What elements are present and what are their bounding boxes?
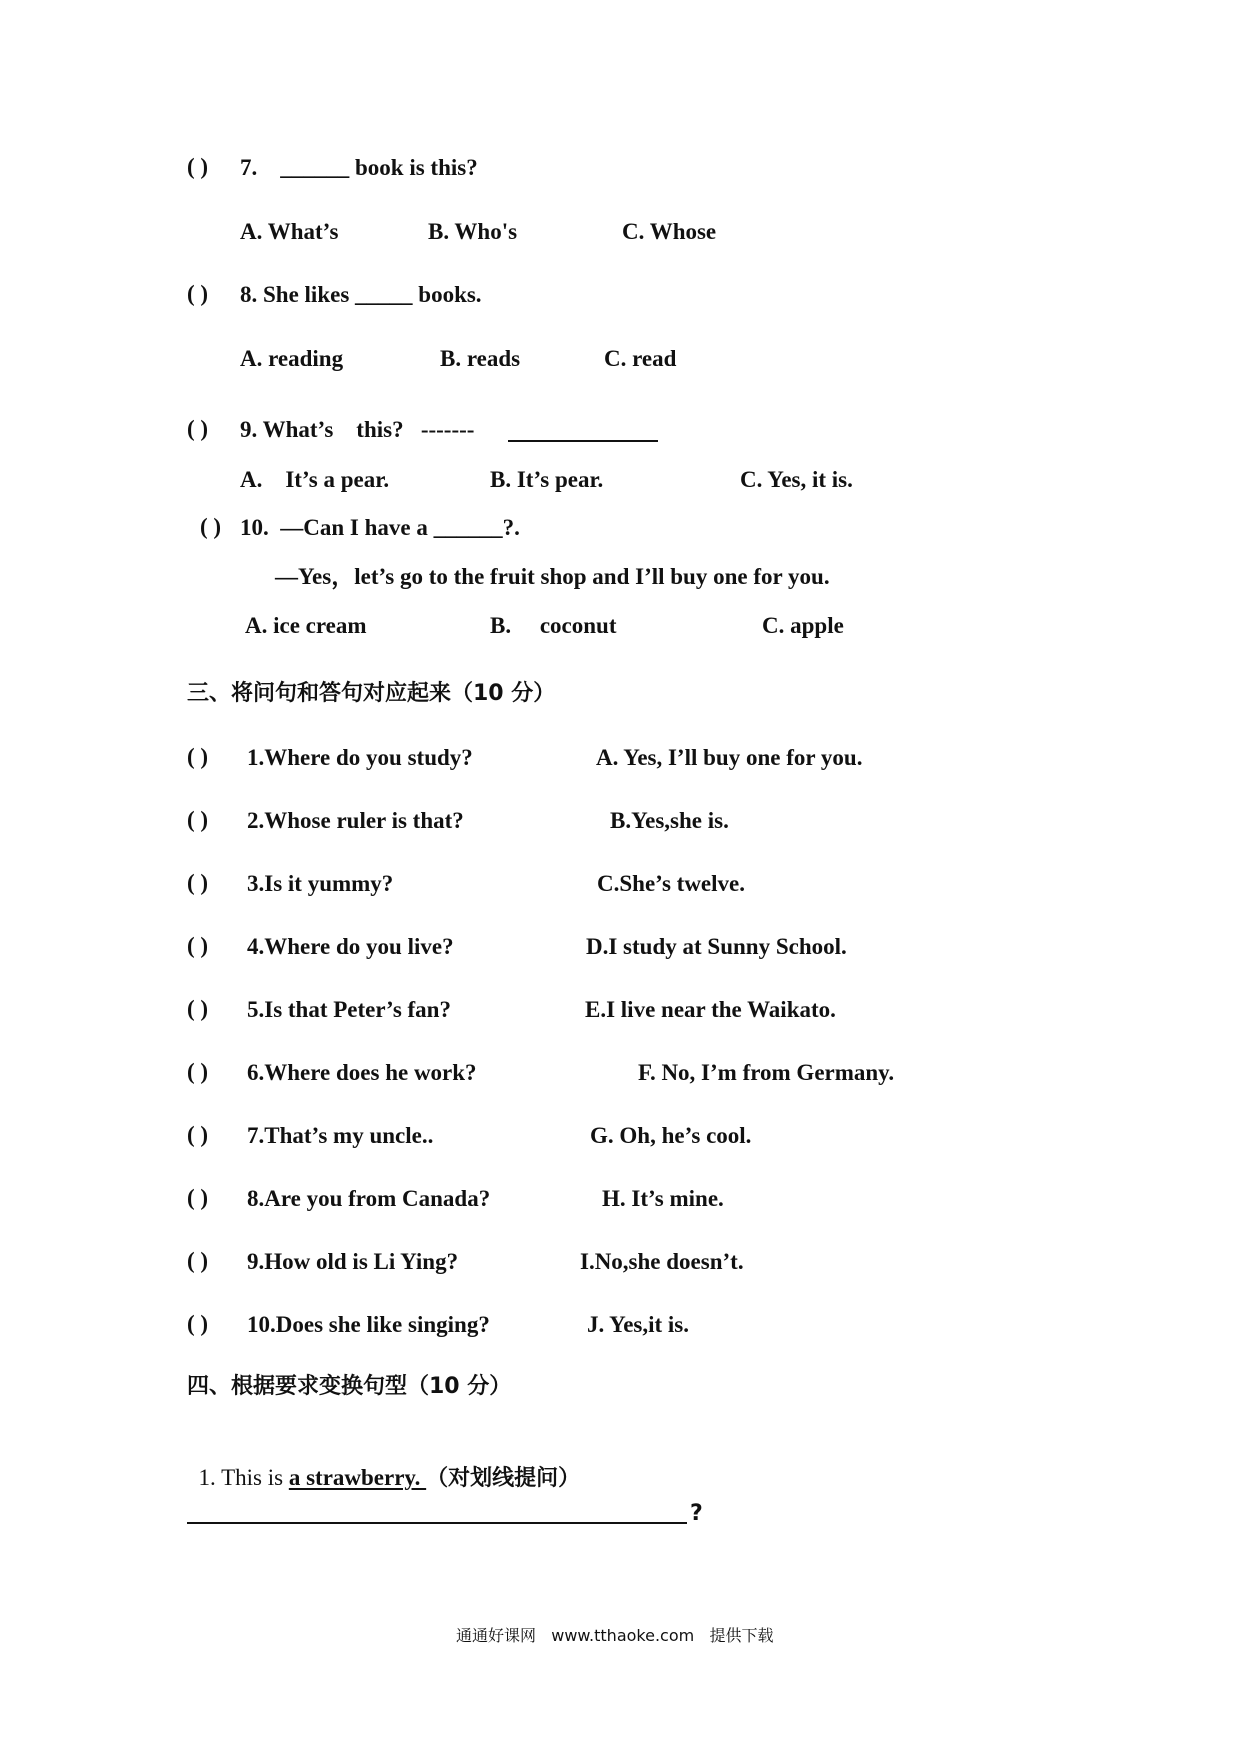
q10-text: 10. —Can I have a ______?. xyxy=(240,515,520,540)
match-row-6-question: 6.Where does he work? xyxy=(247,1060,477,1085)
q8-text: 8. She likes _____ books. xyxy=(240,282,482,307)
q10-option-c: C. apple xyxy=(762,613,844,638)
match-row-10-answer: J. Yes,it is. xyxy=(587,1312,690,1337)
q9-paren: ( ) xyxy=(187,416,209,441)
match-row-3-answer: C.She’s twelve. xyxy=(597,871,745,896)
match-row-3-question: 3.Is it yummy? xyxy=(247,871,394,896)
q10-reply: —Yes，let’s go to the fruit shop and I’ll buy one for you. xyxy=(275,564,830,589)
q9-option-b: B. It’s pear. xyxy=(490,467,604,492)
transform-q1 xyxy=(187,1436,580,1493)
match-row-2-question: 2.Whose ruler is that? xyxy=(247,808,464,833)
match-row-10-question: 10.Does she like singing? xyxy=(247,1312,490,1337)
section3-heading: 三、将问句和答句对应起来（10 分） xyxy=(187,681,556,706)
transform-q1-question-mark: ? xyxy=(690,1501,703,1526)
match-row-3-paren: ( ) xyxy=(187,870,209,895)
match-row-4-question: 4.Where do you live? xyxy=(247,934,454,959)
q10-option-b: B. coconut xyxy=(490,613,617,638)
q9-option-c: C. Yes, it is. xyxy=(740,467,853,492)
q10-option-a: A. ice cream xyxy=(245,613,367,638)
match-row-5-question: 5.Is that Peter’s fan? xyxy=(247,997,451,1022)
match-row-7-answer: G. Oh, he’s cool. xyxy=(590,1123,752,1148)
q8-option-a: A. reading xyxy=(240,346,344,371)
q9-text: 9. What’s this? ------- xyxy=(240,417,475,442)
match-row-7-question: 7.That’s my uncle.. xyxy=(247,1123,434,1148)
match-row-8-paren: ( ) xyxy=(187,1185,209,1210)
match-row-5-paren: ( ) xyxy=(187,996,209,1021)
match-row-1-question: 1.Where do you study? xyxy=(247,745,473,770)
match-row-2-answer: B.Yes,she is. xyxy=(610,808,729,833)
section4-heading: 四、根据要求变换句型（10 分） xyxy=(187,1374,512,1399)
page-footer: 通通好课网 www.tthaoke.com 提供下载 xyxy=(456,1626,774,1645)
match-row-9-paren: ( ) xyxy=(187,1248,209,1273)
match-row-8-answer: H. It’s mine. xyxy=(602,1186,724,1211)
match-row-2-paren: ( ) xyxy=(187,807,209,832)
q7-paren: ( ) xyxy=(187,154,209,179)
match-row-10-paren: ( ) xyxy=(187,1311,209,1336)
transform-q1-note: （对划线提问） xyxy=(426,1466,581,1491)
match-row-6-answer: F. No, I’m from Germany. xyxy=(638,1060,895,1085)
transform-q1-prefix: 1. This is xyxy=(198,1465,289,1490)
q8-paren: ( ) xyxy=(187,281,209,306)
q7-option-a: A. What’s xyxy=(240,219,339,244)
q7-option-c: C. Whose xyxy=(622,219,717,244)
match-row-9-answer: I.No,she doesn’t. xyxy=(580,1249,744,1274)
q9-answer-blank xyxy=(508,440,658,442)
match-row-7-paren: ( ) xyxy=(187,1122,209,1147)
match-row-1-answer: A. Yes, I’ll buy one for you. xyxy=(596,745,863,770)
q9-option-a: A. It’s a pear. xyxy=(240,467,390,492)
match-row-4-answer: D.I study at Sunny School. xyxy=(586,934,847,959)
q10-paren: ( ) xyxy=(200,514,222,539)
q7-text: 7. ______ book is this? xyxy=(240,155,478,180)
match-row-6-paren: ( ) xyxy=(187,1059,209,1084)
transform-q1-answer-line xyxy=(187,1522,687,1524)
match-row-4-paren: ( ) xyxy=(187,933,209,958)
q7-option-b: B. Who's xyxy=(428,219,518,244)
q8-option-b: B. reads xyxy=(440,346,521,371)
match-row-1-paren: ( ) xyxy=(187,744,209,769)
match-row-5-answer: E.I live near the Waikato. xyxy=(585,997,836,1022)
match-row-9-question: 9.How old is Li Ying? xyxy=(247,1249,459,1274)
match-row-8-question: 8.Are you from Canada? xyxy=(247,1186,491,1211)
transform-q1-underlined: a strawberry. xyxy=(288,1465,427,1490)
q8-option-c: C. read xyxy=(604,346,677,371)
